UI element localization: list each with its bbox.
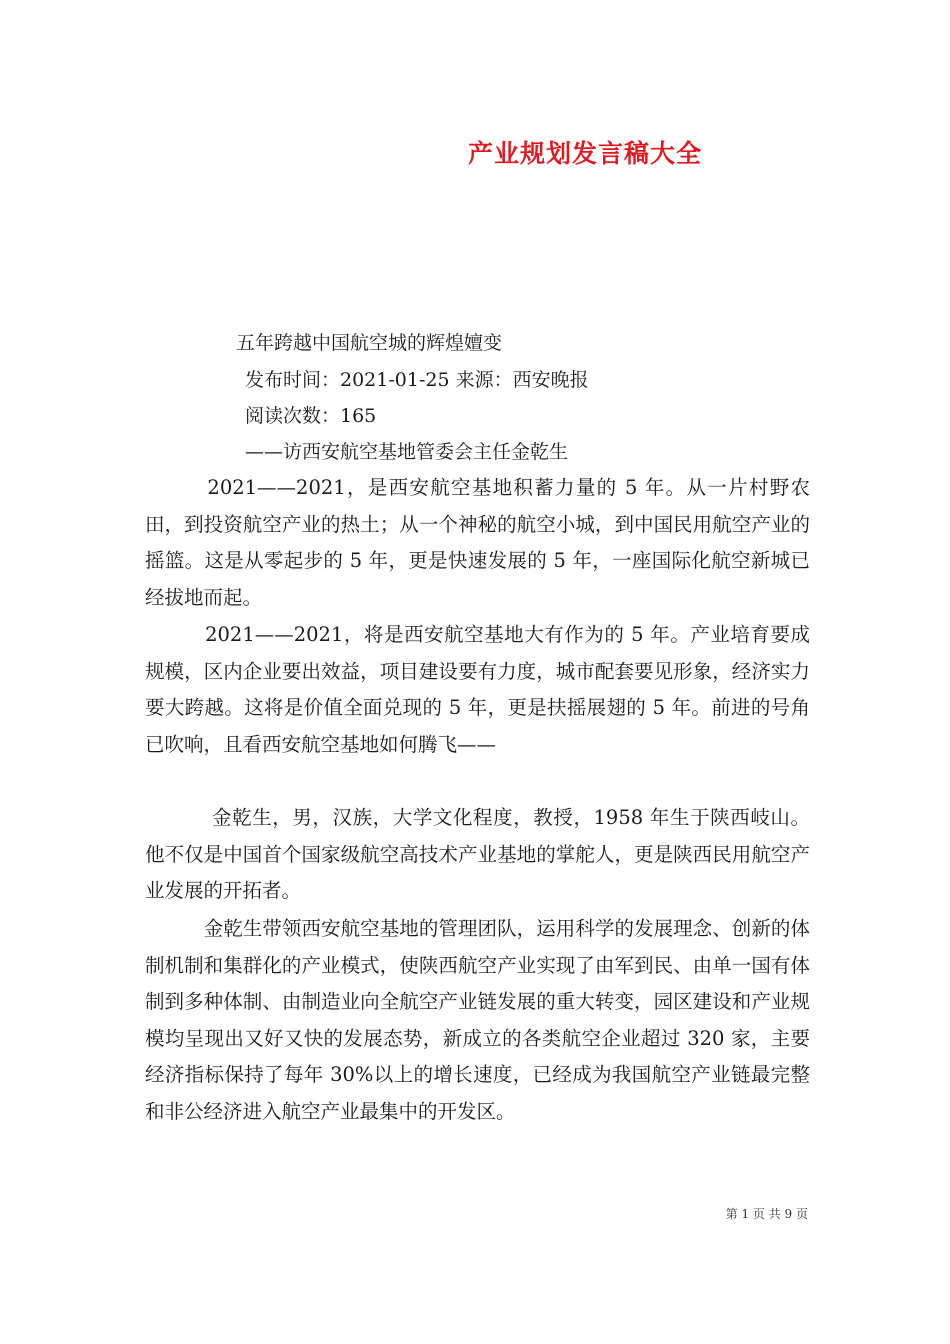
paragraph-2: 2021——2021，将是西安航空基地大有作为的 5 年。产业培育要成规模，区内企业要出效益，项目建设要有力度，城市配套要见形象，经济实力要大跨越。这将是价值全面兑现的 5 年，更是扶摇展翅的 5 年。前进的号角已吹响，且看西安航空基地如何腾飞——: [145, 623, 810, 756]
article-title: 五年跨越中国航空城的辉煌嬗变: [236, 332, 503, 354]
publish-info: 发布时间：2021-01-25 来源：西安晚报: [245, 369, 589, 391]
page-footer: 第 1 页 共 9 页: [725, 1207, 808, 1221]
paragraph-3: 金乾生，男，汉族，大学文化程度，教授，1958 年生于陕西岐山。他不仅是中国首个国家级航空高技术产业基地的掌舵人，更是陕西民用航空产业发展的开拓者。: [145, 806, 810, 903]
paragraph-1: 2021——2021，是西安航空基地积蓄力量的 5 年。从一片村野农田，到投资航空产业的热土；从一个神秘的航空小城，到中国民用航空产业的摇篮。这是从零起步的 5 年，更是快速发展的 5 年，一座国际化航空新城已经拔地而起。: [145, 476, 810, 609]
paragraph-4: 金乾生带领西安航空基地的管理团队，运用科学的发展理念、创新的体制机制和集群化的产业模式，使陕西航空产业实现了由军到民、由单一国有体制到多种体制、由制造业向全航空产业链发展的重大转变，园区建设和产业规模均呈现出又好又快的发展态势，新成立的各类航空企业超过 320 家，主要经济指标保持了每年 30%以上的增长速度，已经成为我国航空产业链最完整和非公经济进入航空产业最集中的开发区。: [145, 917, 810, 1123]
read-count: 阅读次数：165: [245, 405, 377, 427]
article-subtitle: ——访西安航空基地管委会主任金乾生: [245, 441, 569, 463]
document-title: 产业规划发言稿大全: [468, 139, 703, 168]
